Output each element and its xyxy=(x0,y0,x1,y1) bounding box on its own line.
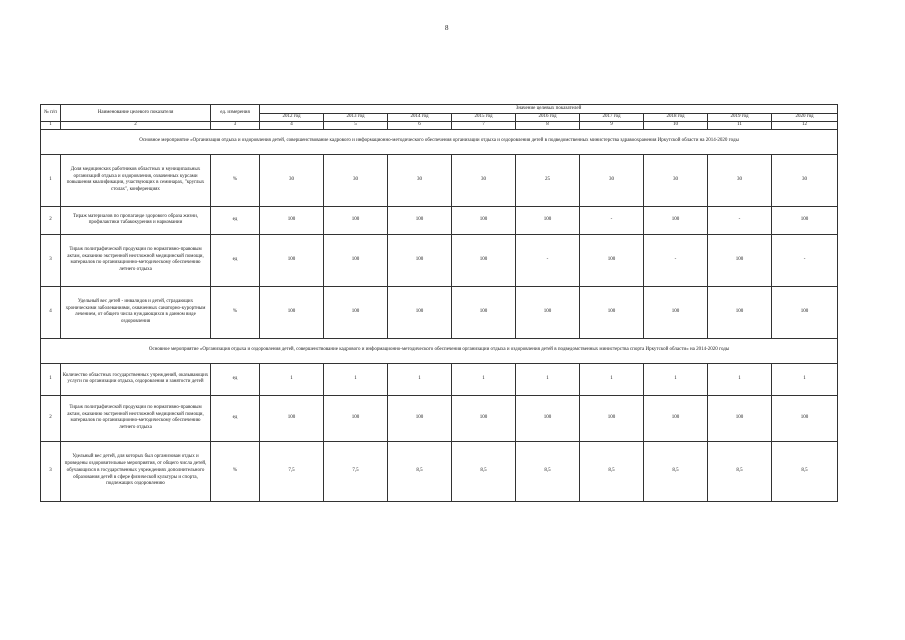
unit-of-measure: % xyxy=(211,286,260,338)
unit-of-measure: % xyxy=(211,441,260,501)
indicator-value: 1 xyxy=(708,363,772,395)
row-number: 1 xyxy=(41,363,61,395)
header-year: 2016 год xyxy=(516,114,580,122)
indicator-value: 100 xyxy=(708,286,772,338)
indicator-value: 8,5 xyxy=(644,441,708,501)
row-number: 1 xyxy=(41,154,61,206)
unit-of-measure: ед xyxy=(211,206,260,234)
indicator-value: 1 xyxy=(324,363,388,395)
indicator-value: 100 xyxy=(516,206,580,234)
unit-of-measure: ед xyxy=(211,395,260,441)
indicator-value: 100 xyxy=(452,286,516,338)
indicator-value: 100 xyxy=(260,234,324,286)
target-indicators-table xyxy=(40,104,838,502)
indicator-value: 100 xyxy=(324,286,388,338)
table-row xyxy=(41,441,838,501)
indicator-value: 7,5 xyxy=(324,441,388,501)
header-year: 2018 год xyxy=(644,114,708,122)
indicator-value: 100 xyxy=(388,234,452,286)
header-year: 2020 год xyxy=(772,114,838,122)
indicator-name: Удельный вес детей, для которых был организован отдых и проведены оздоровительные мероприятия, от общего числа детей, обучающихся в государственных учреждениях дополнительного образования детей в сфере физической культуры и спорта, подлежащих оздоровлению xyxy=(61,441,211,501)
unit-of-measure: ед xyxy=(211,363,260,395)
page-number: 8 xyxy=(445,24,449,32)
indicator-value: 100 xyxy=(644,286,708,338)
section-header-row xyxy=(41,129,838,154)
indicator-value: 100 xyxy=(580,234,644,286)
indicator-value: 100 xyxy=(772,395,838,441)
indicator-value: 30 xyxy=(580,154,644,206)
indicator-value: 100 xyxy=(580,286,644,338)
column-number: 6 xyxy=(388,122,452,130)
indicator-value: - xyxy=(644,234,708,286)
indicator-value: 100 xyxy=(388,286,452,338)
header-year: 2019 год xyxy=(708,114,772,122)
column-number: 5 xyxy=(324,122,388,130)
column-number: 8 xyxy=(516,122,580,130)
indicator-value: 30 xyxy=(324,154,388,206)
section-title: Основное мероприятие «Организация отдыха и оздоровления детей, совершенствование кадрового и информационно-методического обеспечения организации отдыха и оздоровления детей в подведомственных министерства спорта Иркутской области» на 2014-2020 годы xyxy=(41,338,838,363)
indicator-value: 30 xyxy=(708,154,772,206)
indicator-value: 8,5 xyxy=(708,441,772,501)
header-values: Значение целевых показателей xyxy=(260,105,838,114)
row-number: 2 xyxy=(41,206,61,234)
indicator-value: 1 xyxy=(452,363,516,395)
row-number: 2 xyxy=(41,395,61,441)
header-year: 2013 год xyxy=(324,114,388,122)
indicator-value: 100 xyxy=(708,395,772,441)
table-body xyxy=(41,129,838,501)
indicator-value: - xyxy=(708,206,772,234)
table-row xyxy=(41,286,838,338)
indicator-value: 100 xyxy=(772,206,838,234)
header-unit: ед. измерения xyxy=(211,105,260,122)
indicator-value: 100 xyxy=(644,395,708,441)
indicator-value: 30 xyxy=(260,154,324,206)
header-year: 2015 год xyxy=(452,114,516,122)
indicator-value: - xyxy=(772,234,838,286)
column-number: 3 xyxy=(211,122,260,130)
indicator-value: - xyxy=(516,234,580,286)
section-header-row xyxy=(41,338,838,363)
indicator-value: 8,5 xyxy=(516,441,580,501)
column-number: 2 xyxy=(61,122,211,130)
indicator-value: 1 xyxy=(388,363,452,395)
indicator-value: 8,5 xyxy=(452,441,516,501)
table-row xyxy=(41,363,838,395)
indicator-name: Тираж материалов по пропаганде здорового образа жизни, профилактики табакокурения и наркомании xyxy=(61,206,211,234)
header-name: Наименование целевого показателя xyxy=(61,105,211,122)
table-row xyxy=(41,395,838,441)
indicator-value: 100 xyxy=(388,395,452,441)
indicator-value: 100 xyxy=(388,206,452,234)
unit-of-measure: % xyxy=(211,154,260,206)
column-number: 9 xyxy=(580,122,644,130)
row-number: 3 xyxy=(41,234,61,286)
table-row xyxy=(41,206,838,234)
indicator-value: 100 xyxy=(260,286,324,338)
column-number: 7 xyxy=(452,122,516,130)
indicator-value: 100 xyxy=(516,286,580,338)
section-title: Основное мероприятие «Организация отдыха и оздоровления детей, совершенствование кадрового и информационно-методического обеспечения организации отдыха и оздоровления детей в подведомственных министерства здравоохранения Иркутской области на 2014-2020 годы xyxy=(41,129,838,154)
column-number: 11 xyxy=(708,122,772,130)
row-number: 4 xyxy=(41,286,61,338)
indicator-name: Тираж полиграфической продукции по нормативно-правовым актам, оказанию экстренной неотложной медицинской помощи, материалов по организационно-методическому обеспечению летнего отдыха xyxy=(61,395,211,441)
table-row xyxy=(41,154,838,206)
indicator-value: 100 xyxy=(644,206,708,234)
indicator-value: 8,5 xyxy=(388,441,452,501)
indicator-name: Тираж полиграфической продукции по нормативно-правовым актам, оказанию экстренной неотложной медицинской помощи, материалов по организационно-методическому обеспечению летнего отдыха xyxy=(61,234,211,286)
indicator-value: 8,5 xyxy=(580,441,644,501)
column-number: 1 xyxy=(41,122,61,130)
indicator-value: 100 xyxy=(516,395,580,441)
indicator-value: 100 xyxy=(708,234,772,286)
indicator-value: 25 xyxy=(516,154,580,206)
indicator-value: 100 xyxy=(452,395,516,441)
indicator-value: 8,5 xyxy=(772,441,838,501)
indicator-value: 7,5 xyxy=(260,441,324,501)
indicator-value: 100 xyxy=(260,395,324,441)
indicator-value: 100 xyxy=(452,234,516,286)
header-year: 2012 год xyxy=(260,114,324,122)
indicator-name: Удельный вес детей - инвалидов и детей, страдающих хроническими заболеваниями, охваченных санаторно-курортным лечением, от общего числа нуждающихся в данном виде оздоровления xyxy=(61,286,211,338)
indicator-value: 1 xyxy=(580,363,644,395)
header-year: 2014 год xyxy=(388,114,452,122)
column-number: 10 xyxy=(644,122,708,130)
indicator-value: 30 xyxy=(772,154,838,206)
indicator-name: Количество областных государственных учреждений, оказывающих услуги по организации отдыха, оздоровления и занятости детей xyxy=(61,363,211,395)
row-number: 3 xyxy=(41,441,61,501)
indicator-value: 30 xyxy=(452,154,516,206)
indicator-value: 1 xyxy=(644,363,708,395)
indicator-value: 30 xyxy=(388,154,452,206)
indicator-name: Доля медицинских работников областных и муниципальных организаций отдыха и оздоровления, охваченных курсами повышения квалификации, участвующих в семинарах, "круглых столах", конференциях xyxy=(61,154,211,206)
header-year: 2017 год xyxy=(580,114,644,122)
indicator-value: 100 xyxy=(324,234,388,286)
header-num: № п/п xyxy=(41,105,61,122)
unit-of-measure: ед xyxy=(211,234,260,286)
indicator-value: 100 xyxy=(772,286,838,338)
indicator-value: 100 xyxy=(324,206,388,234)
header-column-numbers-row xyxy=(41,122,838,130)
indicator-value: 100 xyxy=(324,395,388,441)
column-number: 4 xyxy=(260,122,324,130)
indicator-value: 100 xyxy=(260,206,324,234)
indicator-value: - xyxy=(580,206,644,234)
column-number: 12 xyxy=(772,122,838,130)
indicator-value: 1 xyxy=(260,363,324,395)
indicator-value: 1 xyxy=(772,363,838,395)
indicator-value: 30 xyxy=(644,154,708,206)
indicator-value: 1 xyxy=(516,363,580,395)
indicator-value: 100 xyxy=(580,395,644,441)
table-row xyxy=(41,234,838,286)
indicator-value: 100 xyxy=(452,206,516,234)
